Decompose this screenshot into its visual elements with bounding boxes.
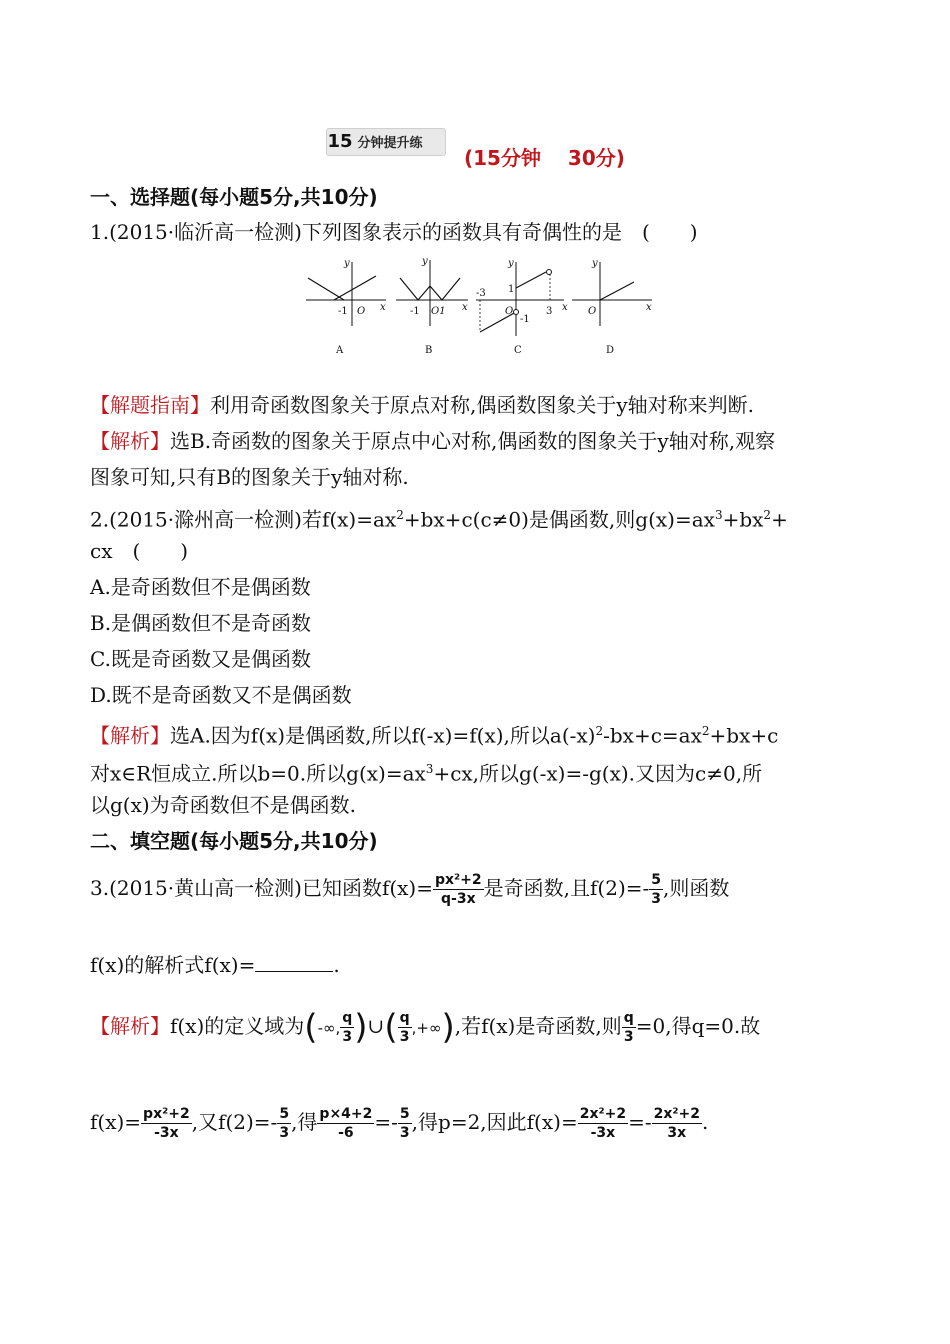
q3-fraction-3 xyxy=(141,1105,192,1142)
interval-1-left: -∞, xyxy=(317,1018,341,1037)
q2-sup: 3 xyxy=(425,762,434,776)
denominator: 3 xyxy=(399,1125,410,1141)
denominator: 3 xyxy=(623,1029,634,1045)
c-tick-left: -3 xyxy=(476,288,486,299)
a-y-label: y xyxy=(344,258,350,269)
q1-stem: 1.(2015·临沂高一检测)下列图象表示的函数具有奇偶性的是 ( ) xyxy=(90,220,698,244)
b-origin: O1 xyxy=(431,306,446,317)
q3-answer-part: =0,得q=0.故 xyxy=(635,1014,761,1038)
b-x-label: x xyxy=(462,302,468,313)
section-2-title: 二、填空题(每小题5分,共10分) xyxy=(90,829,378,853)
denominator: 3 xyxy=(651,891,662,907)
union-symbol: ∪ xyxy=(367,1014,385,1038)
numerator: q xyxy=(399,1010,410,1026)
q3-stem-part: 3.(2015·黄山高一检测)已知函数f(x)= xyxy=(90,876,433,900)
q3-answer-line-2 xyxy=(90,1100,708,1144)
c-tick-y: 1 xyxy=(508,284,515,295)
q2-answer-part: -bx+c=ax xyxy=(603,723,702,748)
numerator: 2x²+2 xyxy=(579,1106,627,1122)
q3-stem-part: f(x)的解析式f(x)= xyxy=(90,953,256,977)
numerator: px²+2 xyxy=(143,1106,190,1122)
denominator: 3 xyxy=(342,1029,353,1045)
q-over-3 xyxy=(622,1009,636,1046)
interval-2-right: ,+∞ xyxy=(411,1018,442,1037)
c-y-label: y xyxy=(508,258,514,269)
time-badge xyxy=(326,128,446,156)
q3-answer-part: ,得 xyxy=(291,1110,318,1134)
q2-stem-part: +bx+c(c≠0)是偶函数,则g(x)=ax xyxy=(403,507,715,532)
badge-text: 分钟提升练 xyxy=(357,136,423,151)
q3-fraction-2 xyxy=(649,871,663,908)
q2-stem-part: 2.(2015·滁州高一检测)若f(x)=ax xyxy=(90,507,397,532)
c-x-label: x xyxy=(562,302,568,313)
interval-close: ) xyxy=(441,1007,455,1048)
graph-label-b: B xyxy=(425,345,433,356)
q2-sup: 2 xyxy=(763,508,772,522)
q2-stem-part: +bx xyxy=(722,507,764,532)
q2-option-c: C.既是奇函数又是偶函数 xyxy=(90,647,311,671)
numerator: 5 xyxy=(399,1106,410,1122)
section-banner xyxy=(326,128,446,156)
q3-fraction-4 xyxy=(277,1105,291,1142)
denominator: 3 xyxy=(279,1125,290,1141)
badge-number: 15 xyxy=(327,131,353,152)
section-1-title: 一、选择题(每小题5分,共10分) xyxy=(90,185,378,209)
q2-stem-line-1 xyxy=(90,502,788,533)
c-tick-right: 3 xyxy=(546,306,553,317)
c-tick-yneg: -1 xyxy=(520,314,530,325)
q2-stem-part: + xyxy=(771,507,788,532)
q2-option-b: B.是偶函数但不是奇函数 xyxy=(90,611,312,635)
interval-2-q-over-3 xyxy=(398,1009,412,1046)
a-tick: -1 xyxy=(338,306,348,317)
q3-answer-part: f(x)的定义域为 xyxy=(170,1014,305,1038)
q1-answer-text-1: 选B.奇函数的图象关于原点中心对称,偶函数的图象关于y轴对称,观察 xyxy=(170,429,776,453)
denominator: -3x xyxy=(590,1125,616,1141)
a-x-label: x xyxy=(380,302,386,313)
numerator: q xyxy=(623,1010,634,1026)
q2-sup: 2 xyxy=(595,724,604,738)
hint-text: 利用奇函数图象关于原点对称,偶函数图象关于y轴对称来判断. xyxy=(210,393,755,417)
numerator: 5 xyxy=(651,872,662,888)
q3-stem-part: . xyxy=(333,953,340,977)
q2-option-a: A.是奇函数但不是偶函数 xyxy=(90,575,311,599)
interval-close: ) xyxy=(354,1007,368,1048)
denominator: 3 xyxy=(399,1029,410,1045)
q3-answer-line-1 xyxy=(90,1004,760,1050)
interval-open: ( xyxy=(304,1007,318,1048)
graph-d xyxy=(572,258,652,356)
denominator: q-3x xyxy=(441,891,476,907)
q2-answer-line-3: 以g(x)为奇函数但不是偶函数. xyxy=(90,793,357,817)
q3-answer-part: =- xyxy=(628,1110,652,1134)
denominator: -3x xyxy=(154,1125,179,1141)
q2-answer-label: 【解析】 xyxy=(90,723,170,748)
d-x-label: x xyxy=(646,302,652,313)
graph-label-a: A xyxy=(336,345,344,356)
q3-stem-line-1 xyxy=(90,868,729,908)
d-y-label: y xyxy=(592,258,598,269)
hint-label: 【解题指南】 xyxy=(90,393,210,417)
q2-answer-part: +cx,所以g(-x)=-g(x).又因为c≠0,所 xyxy=(433,761,763,786)
denominator: -6 xyxy=(338,1125,354,1141)
q3-answer-part: ,若f(x)是奇函数,则 xyxy=(454,1014,622,1038)
q2-answer-part: 选A.因为f(x)是偶函数,所以f(-x)=f(x),所以a(-x) xyxy=(170,723,596,748)
graph-a xyxy=(306,258,386,356)
answer-blank[interactable] xyxy=(255,953,333,972)
interval-open: ( xyxy=(384,1007,398,1048)
q3-answer-part: =- xyxy=(374,1110,398,1134)
b-y-label: y xyxy=(422,256,428,267)
q3-answer-part: ,得p=2,因此f(x)= xyxy=(411,1110,578,1134)
q1-answer-label: 【解析】 xyxy=(90,429,170,453)
q2-answer-part: 对x∈R恒成立.所以b=0.所以g(x)=ax xyxy=(90,761,426,786)
q3-fraction-5 xyxy=(317,1105,374,1142)
q3-fraction-8 xyxy=(652,1105,702,1142)
q1-answer-line-2: 图象可知,只有B的图象关于y轴对称. xyxy=(90,465,409,489)
banner-time: (15分钟 30分) xyxy=(464,146,625,170)
q1-answer-line-1 xyxy=(90,428,775,454)
numerator: 2x²+2 xyxy=(653,1106,700,1122)
q3-answer-label: 【解析】 xyxy=(90,1014,170,1038)
graph-label-d: D xyxy=(606,345,615,356)
graph-b xyxy=(396,256,468,356)
q3-fraction-6 xyxy=(398,1105,412,1142)
c-origin: O xyxy=(505,306,514,317)
q1-hint xyxy=(90,392,754,418)
q3-stem-part: ,则函数 xyxy=(663,876,730,900)
q2-stem-line-2: cx ( ) xyxy=(90,539,189,563)
q2-answer-line-1 xyxy=(90,718,778,749)
graph-c xyxy=(476,258,568,356)
interval-1-q-over-3 xyxy=(340,1009,354,1046)
q3-answer-part: f(x)= xyxy=(90,1110,142,1134)
q3-fraction-1 xyxy=(433,871,484,908)
q2-sup: 3 xyxy=(714,508,723,522)
interval-1 xyxy=(318,1019,341,1037)
b-tick: -1 xyxy=(410,306,420,317)
q2-sup: 2 xyxy=(396,508,404,522)
numerator: 5 xyxy=(279,1106,290,1122)
q2-answer-line-2 xyxy=(90,756,762,787)
interval-2 xyxy=(412,1019,442,1037)
q1-graphs xyxy=(300,256,660,360)
numerator: q xyxy=(342,1010,353,1026)
q2-answer-part: +bx+c xyxy=(709,723,779,748)
graph-label-c: C xyxy=(514,345,522,356)
a-origin: O xyxy=(357,306,366,317)
q3-answer-part: ,又f(2)=- xyxy=(191,1110,278,1134)
numerator: p×4+2 xyxy=(319,1106,373,1122)
q3-stem-part: 是奇函数,且f(2)=- xyxy=(483,876,650,900)
q3-fraction-7 xyxy=(578,1105,628,1142)
denominator: 3x xyxy=(667,1125,687,1141)
d-origin: O xyxy=(588,306,597,317)
q2-sup: 2 xyxy=(701,724,710,738)
q3-answer-part: . xyxy=(701,1110,709,1134)
q2-option-d: D.既不是奇函数又不是偶函数 xyxy=(90,683,352,707)
numerator: px²+2 xyxy=(435,872,482,888)
q3-stem-line-2 xyxy=(90,952,340,978)
